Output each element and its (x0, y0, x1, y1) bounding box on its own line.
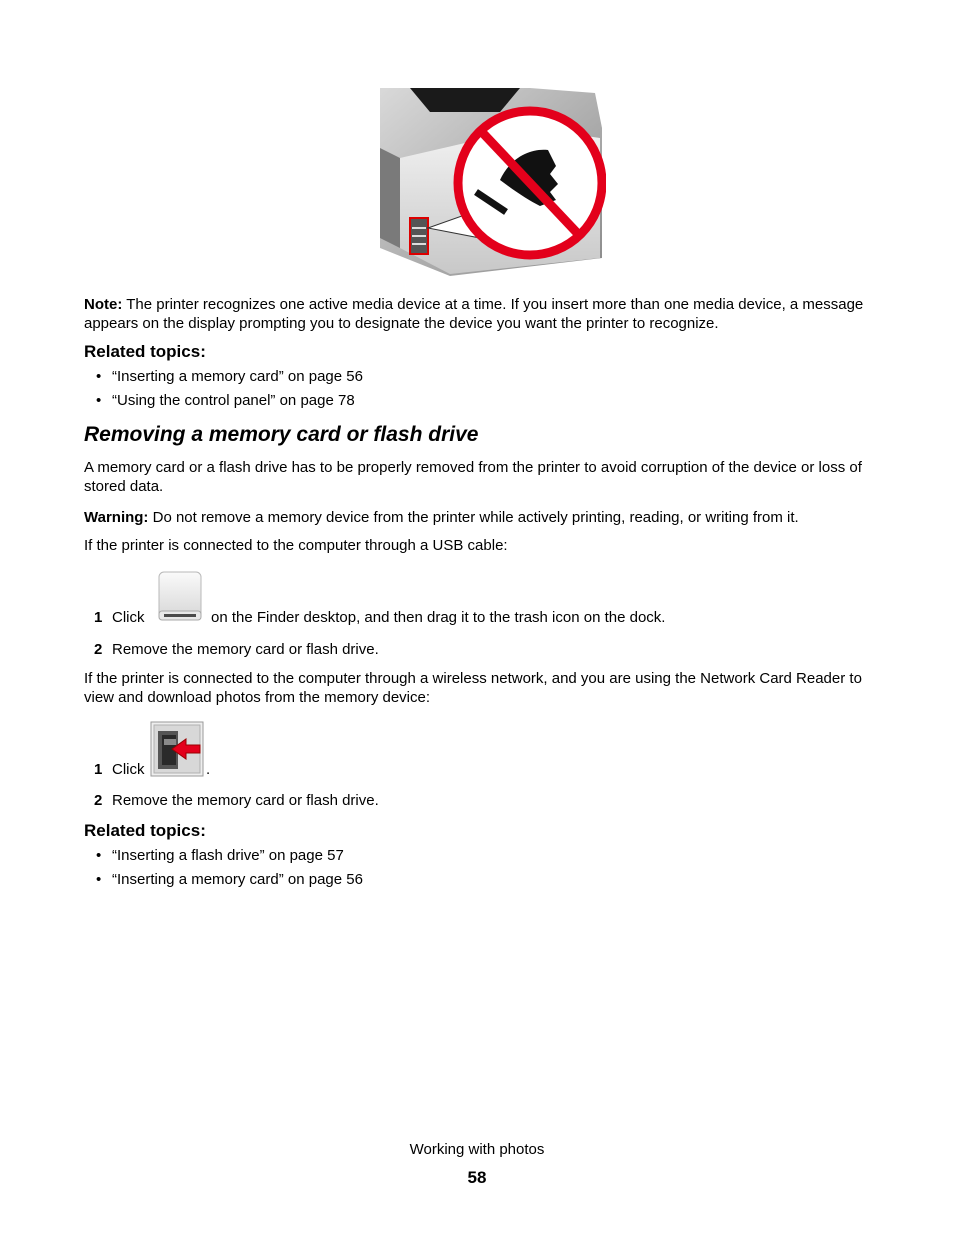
list-item[interactable] (96, 368, 363, 386)
wireless-step-1-text: . (206, 761, 211, 778)
list-item[interactable] (96, 847, 344, 865)
removable-drive-icon[interactable] (156, 571, 204, 625)
warning-paragraph (84, 509, 874, 528)
wireless-intro: If the printer is connected to the computer through a wireless network, and you are using the Network Card Reader to view and download photos from the memory device: (84, 670, 862, 706)
printer-no-touch-icon (380, 88, 606, 278)
related-topics-heading: Related topics: (84, 821, 206, 840)
usb-step-2 (94, 641, 102, 659)
warning-label: Warning: (84, 509, 149, 526)
note-label: Note: (84, 296, 123, 313)
bullet-icon: • (96, 847, 102, 864)
wireless-step-1-click: Click (112, 761, 145, 778)
section-title: Removing a memory card or flash drive (84, 423, 479, 446)
usb-step-1 (94, 609, 102, 627)
printer-illustration (380, 88, 606, 278)
bullet-icon: • (96, 368, 102, 385)
wireless-step-2-text: Remove the memory card or flash drive. (112, 792, 379, 809)
usb-step-1-click: Click (112, 609, 145, 626)
step-number: 2 (94, 641, 103, 658)
related-topics-heading: Related topics: (84, 342, 206, 361)
page-number: 58 (467, 1168, 487, 1187)
step-number: 2 (94, 792, 103, 809)
usb-intro: If the printer is connected to the computer through a USB cable: (84, 537, 508, 554)
section-intro: A memory card or a flash drive has to be properly removed from the printer to avoid corruption of the device or loss of stored data. (84, 459, 862, 495)
wireless-step-2 (94, 792, 102, 810)
related-link[interactable]: “Inserting a flash drive” on page 57 (112, 847, 344, 864)
wireless-step-1 (94, 761, 102, 779)
note-paragraph (84, 296, 874, 333)
warning-text: Do not remove a memory device from the printer while actively printing, reading, or writing from it. (148, 509, 799, 526)
step-number: 1 (94, 609, 103, 626)
usb-step-1-text: on the Finder desktop, and then drag it to the trash icon on the dock. (211, 609, 666, 626)
related-link[interactable]: “Inserting a memory card” on page 56 (112, 871, 363, 888)
list-item[interactable] (96, 392, 355, 410)
list-item[interactable] (96, 871, 363, 889)
eject-card-reader-icon[interactable] (150, 721, 204, 777)
related-link[interactable]: “Inserting a memory card” on page 56 (112, 368, 363, 385)
note-text: The printer recognizes one active media device at a time. If you insert more than one media device, a message appears on the display prompting you to designate the device you want the printer to recognize. (84, 296, 864, 332)
bullet-icon: • (96, 392, 102, 409)
related-link[interactable]: “Using the control panel” on page 78 (112, 392, 355, 409)
footer-section-name: Working with photos (409, 1141, 545, 1158)
usb-step-2-text: Remove the memory card or flash drive. (112, 641, 379, 658)
step-number: 1 (94, 761, 103, 778)
bullet-icon: • (96, 871, 102, 888)
